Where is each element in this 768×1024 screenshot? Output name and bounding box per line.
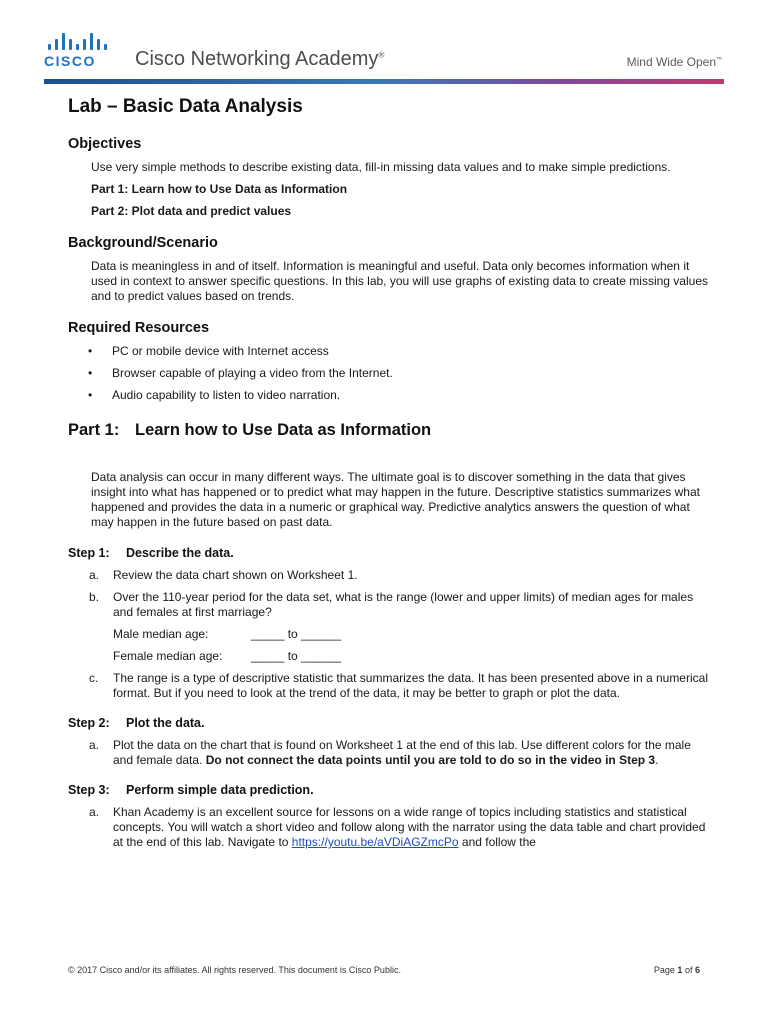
part1-intro: Data analysis can occur in many different ways. The ultimate goal is to discover something in the data that gives insight into what has happened or to predict what may happen in the future. Descriptive statistics summarizes what happened and provides the data in a numeric or graphical way. Predictive analytics answers the question of what may happen in the future based on past data.: [91, 470, 700, 529]
background-heading: Background/Scenario: [68, 235, 218, 251]
cisco-wordmark: CISCO: [44, 53, 96, 69]
list-item: • Audio capability to listen to video narration.: [112, 388, 708, 403]
header-rule: [44, 79, 724, 84]
list-item: • Browser capable of playing a video from the Internet.: [112, 366, 708, 381]
step2-heading: Step 2: Plot the data.: [68, 716, 205, 730]
copyright: © 2017 Cisco and/or its affiliates. All rights reserved. This document is Cisco Public.: [68, 965, 401, 975]
female-median-age: Female median age: _____ to ______: [113, 649, 342, 663]
objectives-heading: Objectives: [68, 136, 142, 152]
step3-heading: Step 3: Perform simple data prediction.: [68, 783, 314, 797]
video-link[interactable]: https://youtu.be/aVDiAGZmcPo: [291, 835, 459, 849]
cisco-bars-icon: [48, 30, 124, 50]
doc-title: Lab – Basic Data Analysis: [68, 96, 303, 117]
list-item: a. Review the data chart shown on Worksheet 1.: [89, 568, 358, 582]
part1-heading: Part 1: Learn how to Use Data as Information: [68, 421, 432, 439]
cisco-logo: [44, 30, 124, 69]
background-text: Data is meaningless in and of itself. Information is meaningful and useful. Data only becomes information when it used in context to answer specific questions. In this lab, you will use graphs of existing data to create missing values and to predict values based on trends.: [91, 259, 708, 303]
page-footer: [68, 965, 700, 975]
document-body: [68, 96, 708, 857]
objectives-text: Use very simple methods to describe existing data, fill-in missing data values and to make simple predictions.: [91, 160, 671, 174]
step1-heading: Step 1: Describe the data.: [68, 546, 234, 560]
tagline: Mind Wide Open™: [626, 55, 722, 69]
list-item: b. Over the 110-year period for the data set, what is the range (lower and upper limits) of median ages for males and females at first marriage? Male median age: _____ to ______ Female median age: _____ to ______: [113, 590, 708, 664]
objective-part2: Part 2: Plot data and predict values: [91, 204, 292, 218]
resources-heading: Required Resources: [68, 320, 210, 336]
list-item: a. Plot the data on the chart that is found on Worksheet 1 at the end of this lab. Use different colors for the male and female data. Do not connect the data points until you are told to do so in the video in Step 3.: [89, 738, 691, 767]
step3-list: [68, 805, 708, 850]
list-item: • PC or mobile device with Internet access: [112, 344, 708, 359]
page-header: [0, 0, 768, 80]
resources-list: [68, 344, 708, 403]
step2-list: [68, 738, 708, 768]
academy-name: Cisco Networking Academy®: [135, 48, 385, 70]
objective-part1: Part 1: Learn how to Use Data as Information: [91, 182, 348, 196]
list-item: a. Khan Academy is an excellent source for lessons on a wide range of topics including statistics and statistical concepts. You will watch a short video and follow along with the narrator using the data table and chart provided at the end of this lab. Navigate to https://youtu.be/aVDiAGZmcPo and follow the: [89, 805, 706, 849]
page-number: Page 1 of 6: [653, 965, 700, 975]
list-item: c. The range is a type of descriptive statistic that summarizes the data. It has been presented above in a numerical format. But if you need to look at the trend of the data, it may be better to graph or plot the data.: [89, 671, 708, 700]
step1-list: [68, 568, 708, 701]
male-median-age: Male median age: _____ to ______: [113, 627, 342, 641]
